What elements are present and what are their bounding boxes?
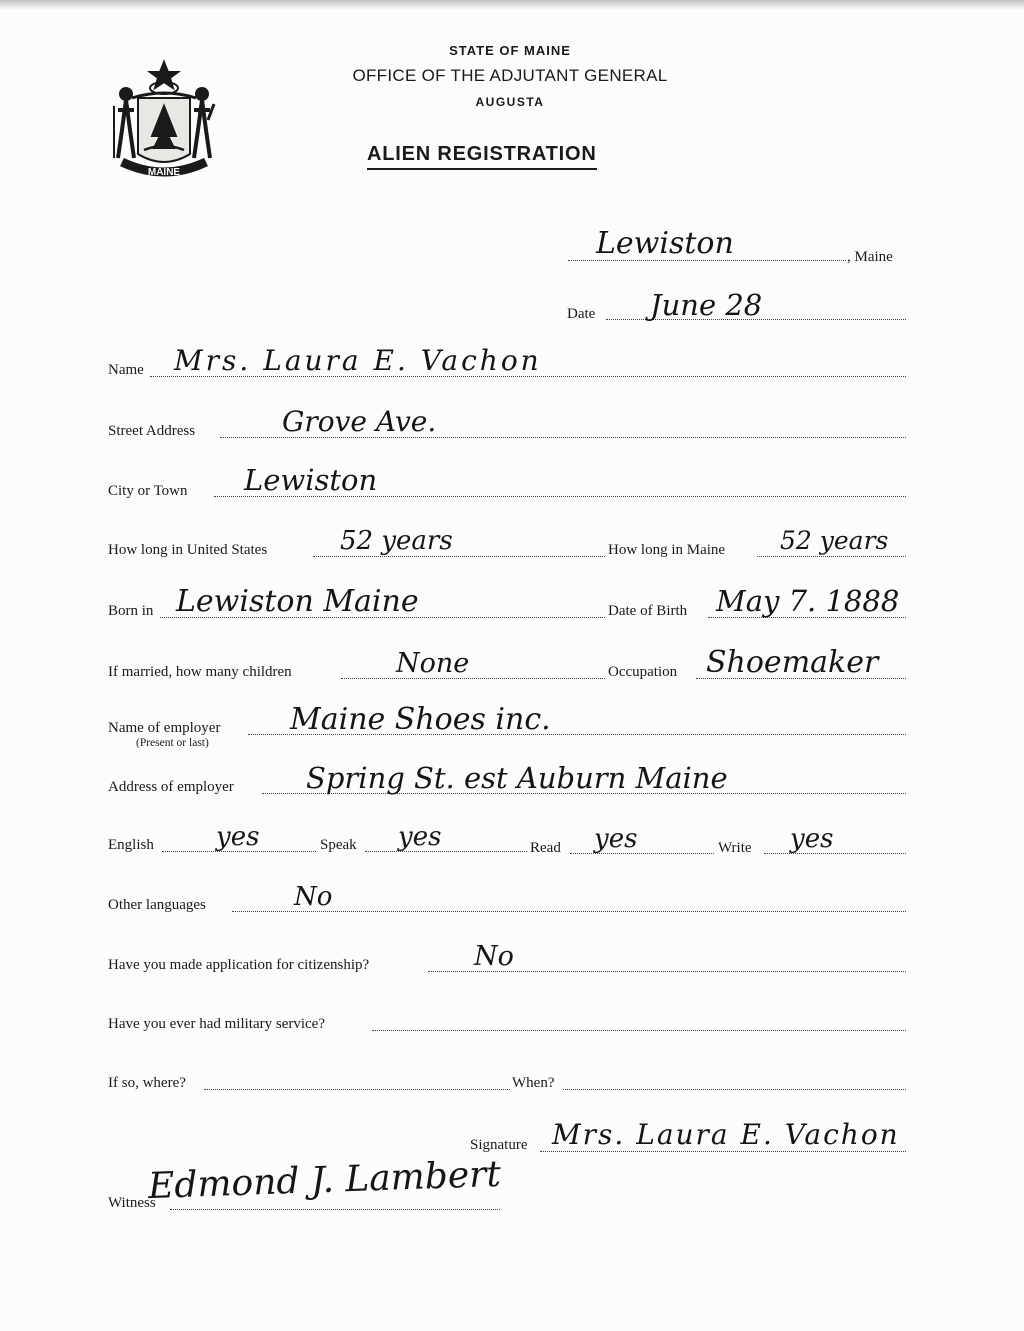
maine-years-label: How long in Maine	[608, 542, 726, 558]
city-value: Lewiston	[244, 463, 378, 497]
office-heading: OFFICE OF THE ADJUTANT GENERAL	[352, 66, 668, 85]
read-label: Read	[530, 840, 561, 856]
us-years-value: 52 years	[340, 526, 453, 556]
state-heading: STATE OF MAINE	[449, 43, 571, 58]
other-languages-value: No	[294, 882, 333, 912]
date-value: June 28	[650, 288, 763, 322]
where-label: If so, where?	[108, 1075, 186, 1091]
children-label: If married, how many children	[108, 664, 292, 680]
speak-line	[365, 851, 527, 852]
employer-value: Maine Shoes inc.	[290, 702, 551, 737]
write-label: Write	[718, 840, 752, 856]
street-label: Street Address	[108, 423, 196, 439]
witness-label: Witness	[108, 1195, 156, 1211]
english-value: yes	[216, 822, 260, 852]
scan-edge	[0, 0, 1024, 10]
when-line	[563, 1089, 906, 1090]
children-value: None	[396, 648, 470, 679]
where-line	[204, 1089, 510, 1090]
employer-label: Name of employer	[108, 720, 221, 736]
children-line	[341, 678, 605, 679]
date-label: Date	[567, 306, 596, 322]
signature-value: Mrs. Laura E. Vachon	[552, 1118, 900, 1151]
citizenship-value: No	[474, 941, 514, 972]
seal-banner-text: MAINE	[147, 167, 181, 178]
us-years-label: How long in United States	[108, 542, 268, 558]
employer-sublabel: (Present or last)	[136, 737, 209, 749]
english-label: English	[108, 837, 154, 853]
other-languages-label: Other languages	[108, 897, 206, 913]
other-languages-line	[232, 911, 906, 912]
city-heading: AUGUSTA	[475, 95, 545, 109]
write-line	[764, 853, 906, 854]
street-value: Grove Ave.	[282, 405, 437, 438]
city-label: City or Town	[108, 483, 188, 499]
speak-value: yes	[398, 822, 442, 852]
dob-value: May 7. 1888	[716, 584, 900, 618]
read-value: yes	[594, 824, 638, 854]
born-in-value: Lewiston Maine	[176, 584, 419, 619]
maine-years-value: 52 years	[780, 526, 889, 555]
signature-label: Signature	[470, 1137, 528, 1153]
read-line	[570, 853, 714, 854]
signature-line	[540, 1151, 906, 1152]
military-label: Have you ever had military service?	[108, 1016, 325, 1032]
place-value: Lewiston	[596, 226, 734, 261]
write-value: yes	[790, 824, 834, 854]
when-label: When?	[512, 1075, 555, 1091]
citizenship-label: Have you made application for citizenship?	[108, 957, 370, 973]
witness-line	[170, 1209, 500, 1210]
place-label: , Maine	[847, 249, 893, 265]
employer-address-label: Address of employer	[108, 779, 234, 795]
employer-address-value: Spring St. est Auburn Maine	[306, 761, 728, 795]
name-value: Mrs. Laura E. Vachon	[174, 344, 542, 377]
form-title: ALIEN REGISTRATION	[367, 143, 597, 170]
born-in-label: Born in	[108, 603, 154, 619]
name-label: Name	[108, 362, 144, 378]
maine-seal-emblem	[108, 58, 220, 182]
military-line	[372, 1030, 906, 1031]
occupation-value: Shoemaker	[706, 645, 879, 680]
dob-label: Date of Birth	[608, 603, 688, 619]
occupation-label: Occupation	[608, 664, 678, 680]
speak-label: Speak	[320, 837, 357, 853]
witness-signature: Edmond J. Lambert	[147, 1153, 502, 1208]
us-years-line	[313, 556, 605, 557]
maine-years-line	[757, 556, 906, 557]
